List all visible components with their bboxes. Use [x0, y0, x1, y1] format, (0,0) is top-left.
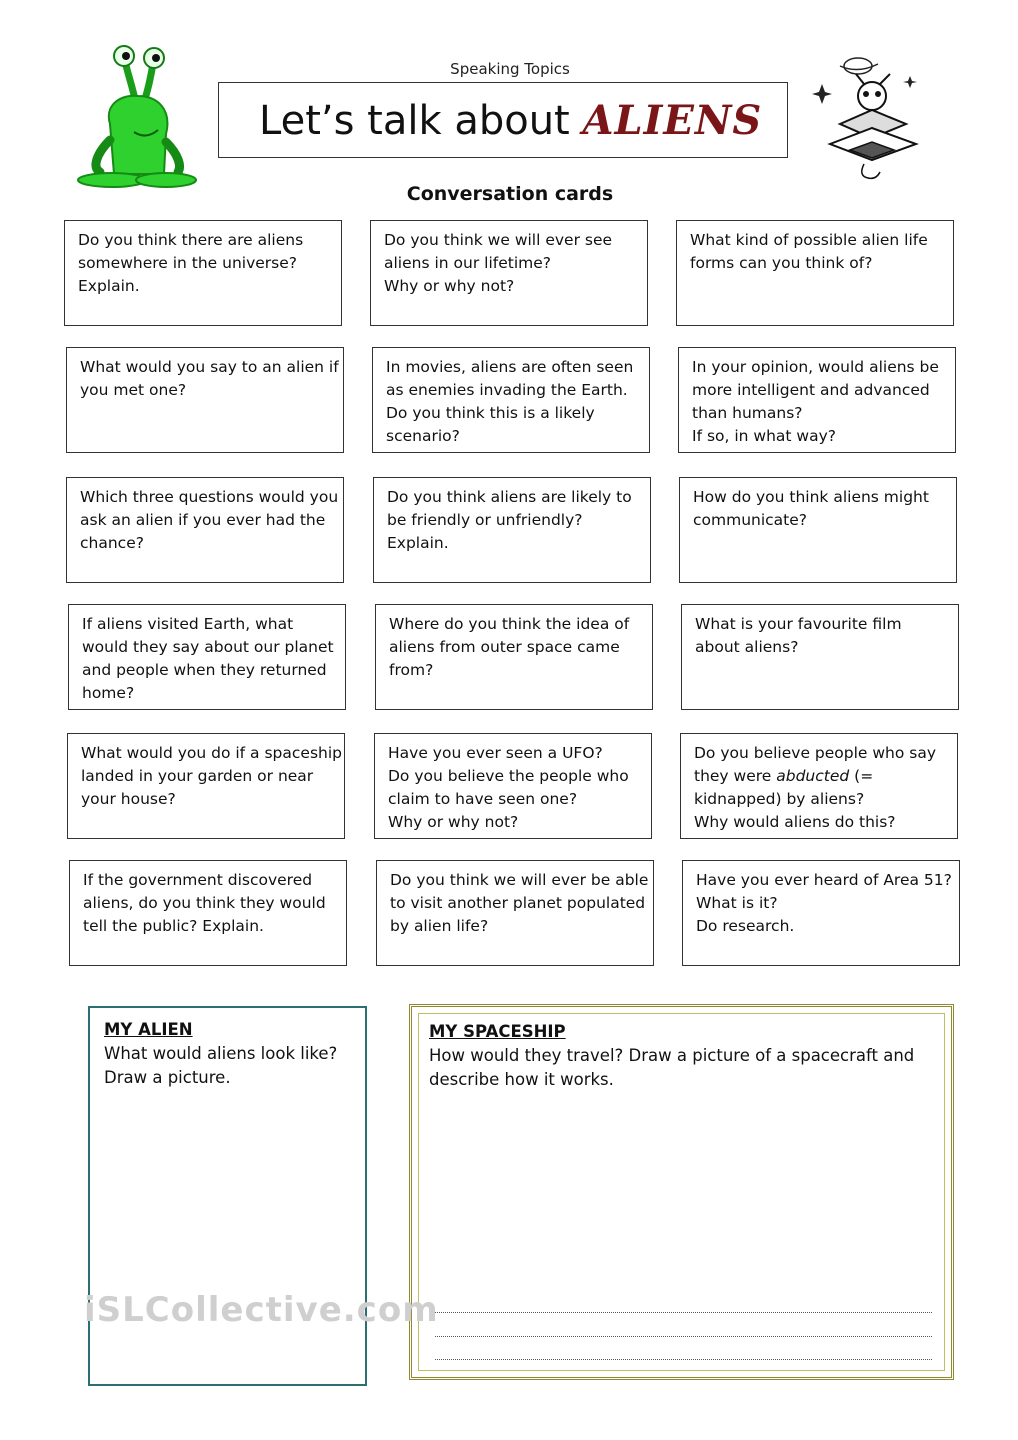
card-line: from?	[389, 661, 434, 679]
card-line: by alien life?	[390, 917, 489, 935]
card-line: claim to have seen one?	[388, 790, 578, 808]
card-line: What would you say to an alien if	[80, 358, 339, 376]
card-line: be friendly or unfriendly?	[387, 511, 583, 529]
card-text: (=	[849, 767, 874, 785]
card-line: Do you think this is a likely	[386, 404, 595, 422]
card-line: Do you believe the people who	[388, 767, 629, 785]
card-line: Explain.	[78, 277, 140, 295]
writing-line	[435, 1359, 932, 1360]
conversation-card	[680, 733, 958, 839]
card-line: than humans?	[692, 404, 803, 422]
card-line: Do you think we will ever be able	[390, 871, 649, 889]
conversation-card	[372, 347, 650, 453]
card-line: Why would aliens do this?	[694, 813, 896, 831]
card-line: to visit another planet populated	[390, 894, 646, 912]
my-alien-text: What would aliens look like?	[104, 1044, 338, 1063]
card-line: aliens in our lifetime?	[384, 254, 551, 272]
conversation-card	[681, 604, 959, 710]
card-line: How do you think aliens might	[693, 488, 929, 506]
conversation-card	[375, 604, 653, 710]
conversation-card	[374, 733, 652, 839]
card-line: In movies, aliens are often seen	[386, 358, 634, 376]
card-text: they were	[694, 767, 777, 785]
card-line: If aliens visited Earth, what	[82, 615, 294, 633]
my-alien-heading: MY ALIEN	[104, 1020, 193, 1039]
my-spaceship-inner-frame	[418, 1013, 945, 1371]
card-line: Do you believe people who say	[694, 744, 937, 762]
card-line: If so, in what way?	[692, 427, 837, 445]
card-line: and people when they returned	[82, 661, 327, 679]
card-line: Do you think we will ever see	[384, 231, 613, 249]
card-line: home?	[82, 684, 135, 702]
conversation-card	[682, 860, 960, 966]
my-alien-text: Draw a picture.	[104, 1068, 231, 1087]
card-line: Have you ever seen a UFO?	[388, 744, 603, 762]
card-line: would they say about our planet	[82, 638, 334, 656]
card-line: What kind of possible alien life	[690, 231, 928, 249]
page-title	[218, 82, 788, 158]
my-spaceship-panel	[409, 1004, 954, 1380]
section-title: Conversation cards	[406, 183, 614, 205]
card-line: Do you think there are aliens	[78, 231, 304, 249]
conversation-card	[373, 477, 651, 583]
conversation-card	[679, 477, 957, 583]
watermark: iSLCollective.com	[84, 1290, 439, 1330]
card-line: landed in your garden or near	[81, 767, 314, 785]
card-line: communicate?	[693, 511, 808, 529]
title-prefix: Let’s talk about	[259, 98, 583, 144]
conversation-card	[376, 860, 654, 966]
conversation-card	[67, 733, 345, 839]
card-line: What would you do if a spaceship	[81, 744, 342, 762]
card-line: What is it?	[696, 894, 778, 912]
card-line: Why or why not?	[388, 813, 519, 831]
card-line: aliens, do you think they would	[83, 894, 326, 912]
card-line: Do research.	[696, 917, 795, 935]
card-line: forms can you think of?	[690, 254, 873, 272]
conversation-card	[66, 347, 344, 453]
card-line: you met one?	[80, 381, 187, 399]
card-line: Explain.	[387, 534, 449, 552]
card-line: aliens from outer space came	[389, 638, 620, 656]
card-line: Where do you think the idea of	[389, 615, 630, 633]
card-line: as enemies invading the Earth.	[386, 381, 628, 399]
conversation-card	[370, 220, 648, 326]
writing-line	[435, 1312, 932, 1313]
emphasis-word: abducted	[776, 767, 850, 785]
writing-line	[435, 1336, 932, 1337]
card-line: scenario?	[386, 427, 460, 445]
conversation-card	[69, 860, 347, 966]
green-alien-illustration	[74, 44, 200, 192]
card-line: Why or why not?	[384, 277, 515, 295]
card-line: chance?	[80, 534, 144, 552]
card-line: more intelligent and advanced	[692, 381, 930, 399]
card-line: Which three questions would you	[80, 488, 339, 506]
conversation-card	[66, 477, 344, 583]
card-line: about aliens?	[695, 638, 799, 656]
card-line: What is your favourite film	[695, 615, 902, 633]
card-line: If the government discovered	[83, 871, 313, 889]
conversation-card	[676, 220, 954, 326]
conversation-card	[678, 347, 956, 453]
card-line: kidnapped) by aliens?	[694, 790, 865, 808]
card-line: Have you ever heard of Area 51?	[696, 871, 952, 889]
card-line	[694, 765, 945, 788]
card-line: In your opinion, would aliens be	[692, 358, 939, 376]
my-spaceship-heading: MY SPACESHIP	[429, 1022, 566, 1041]
title-accent: ALIENS	[582, 97, 763, 144]
card-line: ask an alien if you ever had the	[80, 511, 326, 529]
card-line: your house?	[81, 790, 176, 808]
card-line: tell the public? Explain.	[83, 917, 264, 935]
card-line: Do you think aliens are likely to	[387, 488, 632, 506]
supertitle: Speaking Topics	[450, 60, 570, 78]
card-line: somewhere in the universe?	[78, 254, 298, 272]
conversation-card	[68, 604, 346, 710]
conversation-card	[64, 220, 342, 326]
alien-spaceship-illustration	[810, 54, 932, 186]
my-spaceship-text: describe how it works.	[429, 1070, 614, 1089]
my-spaceship-text: How would they travel? Draw a picture of a spacecraft and	[429, 1046, 915, 1065]
